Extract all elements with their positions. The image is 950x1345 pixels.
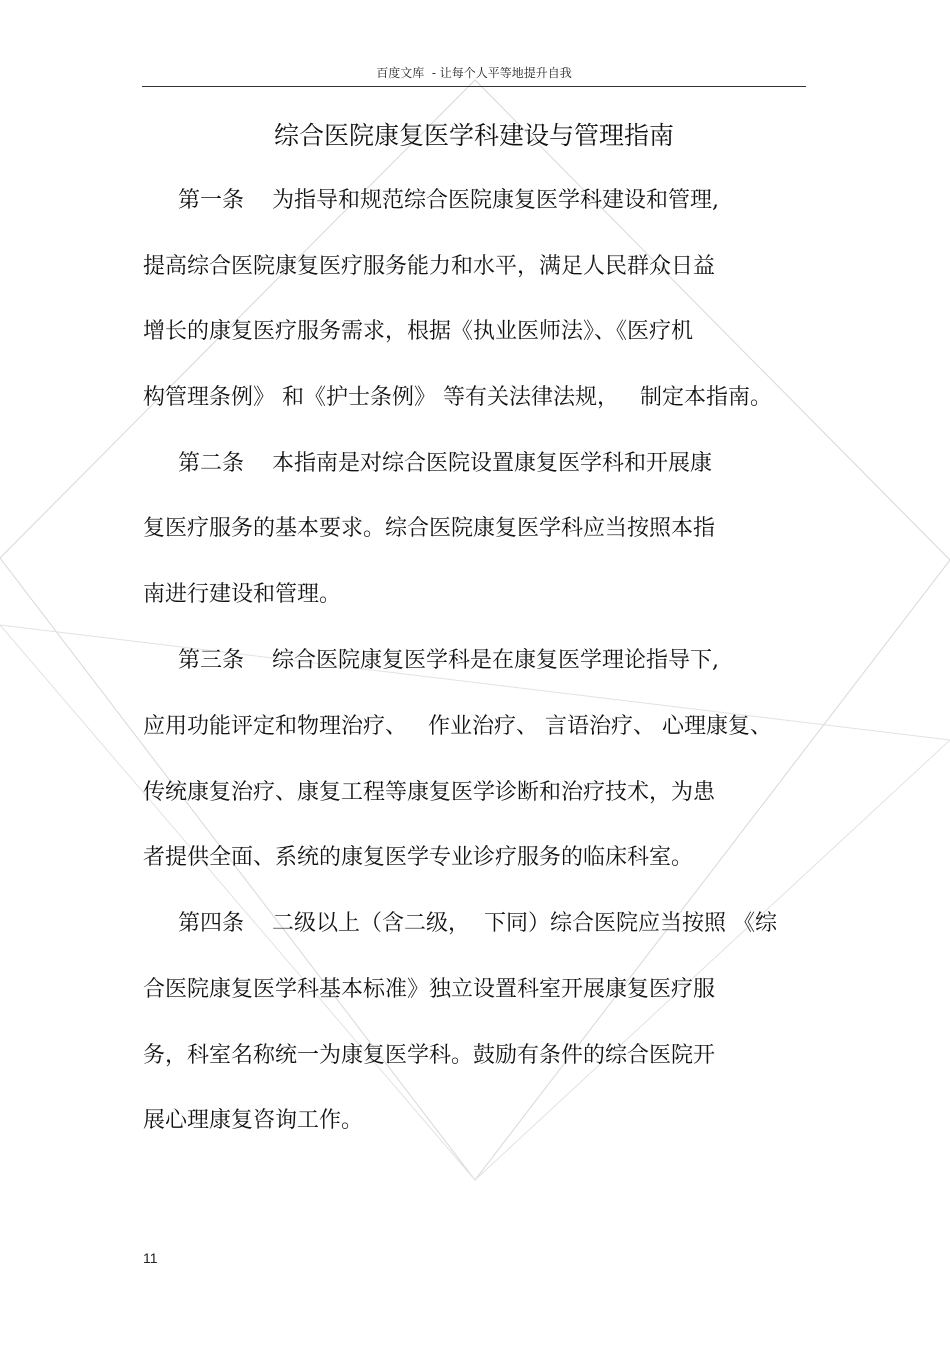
article-1-line-3: 增长的康复医疗服务需求，根据《执业医师法》、《医疗机 bbox=[143, 319, 694, 344]
page-number: 11 bbox=[143, 1250, 158, 1266]
header-divider bbox=[142, 86, 806, 87]
article-4-line-1: 第四条 二级以上（含二级， 下同）综合医院应当按照 《综 bbox=[178, 911, 777, 936]
article-2-line-3: 南进行建设和管理。 bbox=[143, 582, 342, 607]
article-4-line-2: 合医院康复医学科基本标准》独立设置科室开展康复医疗服 bbox=[143, 977, 716, 1002]
article-3-line-1: 第三条 综合医院康复医学科是在康复医学理论指导下, bbox=[178, 648, 719, 673]
article-1-line-4: 构管理条例》 和《护士条例》 等有关法律法规， 制定本指南。 bbox=[143, 385, 772, 410]
article-3-line-2: 应用功能评定和物理治疗、 作业治疗、 言语治疗、 心理康复、 bbox=[143, 714, 772, 739]
article-2-line-2: 复医疗服务的基本要求。综合医院康复医学科应当按照本指 bbox=[143, 516, 716, 541]
article-4-line-3: 务，科室名称统一为康复医学科。鼓励有条件的综合医院开 bbox=[143, 1043, 716, 1068]
article-3-line-4: 者提供全面、系统的康复医学专业诊疗服务的临床科室。 bbox=[143, 845, 694, 870]
page-header: 百度文库 - 让每个人平等地提升自我 bbox=[376, 66, 572, 80]
article-2-line-1: 第二条 本指南是对综合医院设置康复医学科和开展康 bbox=[178, 451, 712, 476]
article-3-line-3: 传统康复治疗、康复工程等康复医学诊断和治疗技术，为患 bbox=[143, 780, 716, 805]
document-title: 综合医院康复医学科建设与管理指南 bbox=[273, 121, 674, 150]
article-4-line-4: 展心理康复咨询工作。 bbox=[143, 1108, 364, 1133]
article-1-line-1: 第一条 为指导和规范综合医院康复医学科建设和管理, bbox=[178, 188, 719, 213]
article-1-line-2: 提高综合医院康复医疗服务能力和水平，满足人民群众日益 bbox=[143, 254, 716, 279]
